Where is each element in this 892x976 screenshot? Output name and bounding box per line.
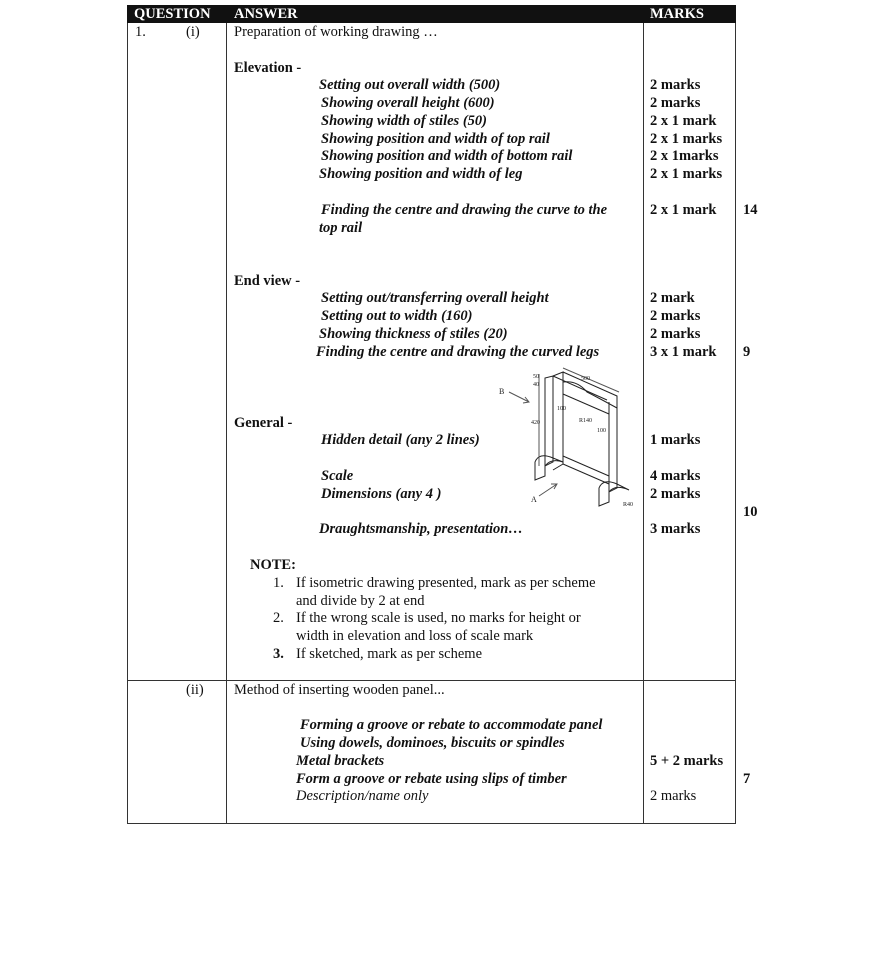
marks-column-header: MARKS bbox=[650, 6, 704, 22]
general-draughtsmanship: Draughtsmanship, presentation… bbox=[319, 521, 523, 537]
end-view-item: Setting out/transferring overall height bbox=[321, 290, 549, 306]
column-divider-answer bbox=[643, 23, 644, 823]
part-ii-description-marks: 2 marks bbox=[650, 788, 697, 804]
elevation-item-marks: 2 marks bbox=[650, 77, 701, 93]
part-ii-item: Metal brackets bbox=[296, 753, 385, 769]
end-view-item-marks: 2 mark bbox=[650, 290, 695, 306]
part-ii-item: Form a groove or rebate using slips of timber bbox=[296, 771, 567, 787]
end-view-item: Finding the centre and drawing the curved legs bbox=[316, 344, 600, 360]
figure-dim: 50 bbox=[533, 374, 539, 380]
front-stile bbox=[553, 372, 563, 470]
figure-dim: 100 bbox=[557, 406, 566, 412]
note-item-line1: If the wrong scale is used, no marks for height or bbox=[296, 610, 581, 626]
table-border-right bbox=[735, 23, 736, 823]
end-view-heading: End view - bbox=[234, 273, 301, 289]
elevation-item-marks: 2 marks bbox=[650, 95, 701, 111]
general-hidden-detail: Hidden detail (any 2 lines) bbox=[321, 432, 480, 448]
figure-dim: 40 bbox=[533, 382, 539, 388]
table-border-bottom bbox=[127, 823, 736, 824]
part-ii-main-marks: 5 + 2 marks bbox=[650, 753, 724, 769]
row-divider bbox=[127, 680, 736, 681]
table-border-left bbox=[127, 23, 128, 823]
figure-label-a: A bbox=[531, 495, 537, 504]
elevation-item: Showing width of stiles (50) bbox=[321, 113, 487, 129]
figure-dim: 500 bbox=[581, 376, 590, 382]
elevation-curve-line1: Finding the centre and drawing the curve to the bbox=[321, 202, 607, 218]
part-i-intro: Preparation of working drawing … bbox=[234, 24, 438, 40]
note-item-number: 2. bbox=[273, 610, 284, 626]
elevation-item-marks: 2 x 1 mark bbox=[650, 113, 717, 129]
part-ii-label: (ii) bbox=[186, 682, 204, 698]
general-dimensions: Dimensions (any 4 ) bbox=[321, 486, 442, 502]
isometric-frame-figure bbox=[495, 366, 640, 518]
part-ii-item: Using dowels, dominoes, biscuits or spindles bbox=[300, 735, 565, 751]
note-item-line1: If sketched, mark as per scheme bbox=[296, 646, 483, 662]
figure-dim: 100 bbox=[597, 428, 606, 434]
elevation-item: Showing position and width of bottom rail bbox=[321, 148, 573, 164]
figure-dim: 420 bbox=[531, 420, 540, 426]
dim-line-top bbox=[563, 368, 619, 392]
right-stile bbox=[609, 396, 617, 492]
note-item-line2: and divide by 2 at end bbox=[296, 593, 425, 609]
question-number: 1. bbox=[135, 24, 146, 40]
arrow-a bbox=[539, 484, 557, 496]
part-i-label: (i) bbox=[186, 24, 200, 40]
general-scale-marks: 4 marks bbox=[650, 468, 701, 484]
figure-label-b: B bbox=[499, 387, 505, 396]
general-draughtsmanship-marks: 3 marks bbox=[650, 521, 701, 537]
general-total: 10 bbox=[743, 504, 758, 520]
general-scale: Scale bbox=[321, 468, 354, 484]
note-heading: NOTE: bbox=[250, 557, 296, 573]
note-item-line2: width in elevation and loss of scale mark bbox=[296, 628, 534, 644]
part-ii-intro: Method of inserting wooden panel... bbox=[234, 682, 445, 698]
note-item-line1: If isometric drawing presented, mark as per scheme bbox=[296, 575, 596, 591]
end-view-total: 9 bbox=[743, 344, 751, 360]
elevation-item-marks: 2 x 1marks bbox=[650, 148, 719, 164]
elevation-heading: Elevation - bbox=[234, 60, 302, 76]
elevation-curve-marks: 2 x 1 mark bbox=[650, 202, 717, 218]
question-column-header: QUESTION bbox=[134, 6, 211, 22]
elevation-total: 14 bbox=[743, 202, 758, 218]
general-hidden-marks: 1 marks bbox=[650, 432, 701, 448]
elevation-item: Showing position and width of top rail bbox=[321, 131, 550, 147]
part-ii-item: Forming a groove or rebate to accommodate panel bbox=[300, 717, 603, 733]
part-ii-description: Description/name only bbox=[296, 788, 429, 804]
note-item-number: 1. bbox=[273, 575, 284, 591]
general-dimensions-marks: 2 marks bbox=[650, 486, 701, 502]
figure-dim: R140 bbox=[579, 418, 593, 424]
note-item-number: 3. bbox=[273, 646, 284, 662]
elevation-item-marks: 2 x 1 marks bbox=[650, 131, 723, 147]
end-view-item-marks: 2 marks bbox=[650, 308, 701, 324]
end-view-item: Setting out to width (160) bbox=[321, 308, 473, 324]
elevation-item: Setting out overall width (500) bbox=[319, 77, 501, 93]
column-divider-question bbox=[226, 23, 227, 823]
end-view-item: Showing thickness of stiles (20) bbox=[319, 326, 508, 342]
end-view-item-marks: 2 marks bbox=[650, 326, 701, 342]
back-stile bbox=[545, 376, 553, 466]
arrow-b bbox=[509, 392, 529, 403]
elevation-curve-line2: top rail bbox=[319, 220, 363, 236]
bottom-rail bbox=[563, 394, 609, 484]
end-view-item-marks: 3 x 1 mark bbox=[650, 344, 717, 360]
answer-column-header: ANSWER bbox=[234, 6, 298, 22]
figure-dim: R40 bbox=[623, 502, 634, 508]
elevation-item: Showing overall height (600) bbox=[321, 95, 495, 111]
part-ii-total: 7 bbox=[743, 771, 751, 787]
general-heading: General - bbox=[234, 415, 293, 431]
table-header bbox=[127, 5, 736, 23]
elevation-item-marks: 2 x 1 marks bbox=[650, 166, 723, 182]
elevation-item: Showing position and width of leg bbox=[319, 166, 523, 182]
